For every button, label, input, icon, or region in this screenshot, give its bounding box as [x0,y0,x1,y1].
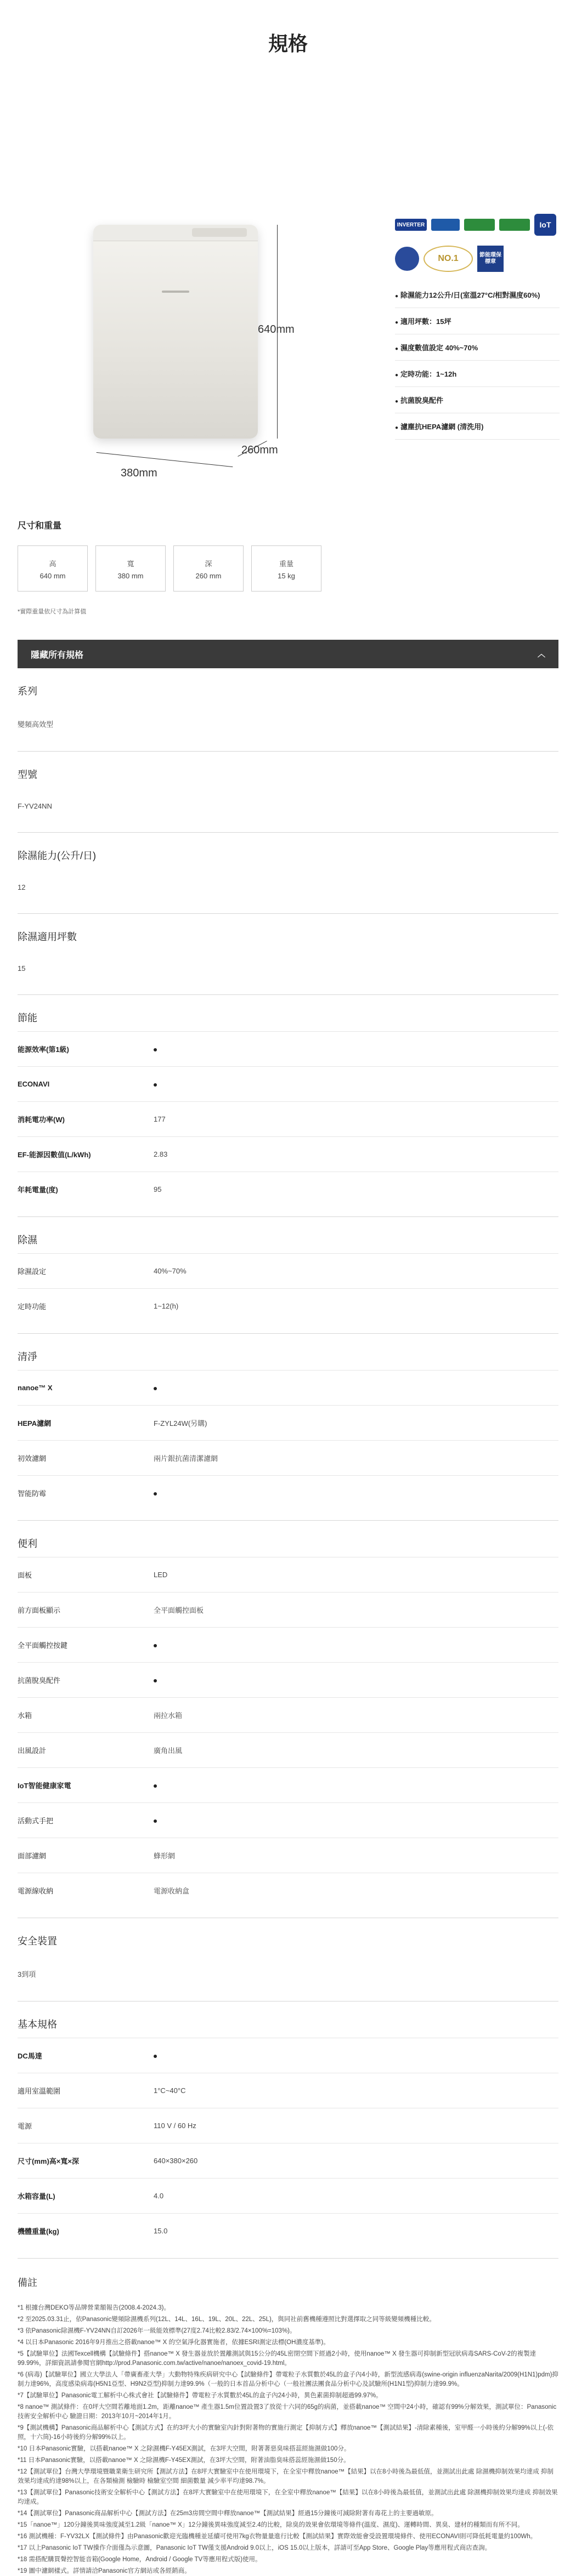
spec-group-capacity [18,833,558,914]
note-item: *2 至2025.03.31止，依Panasonic變頻除濕機系列(12L、14L、16L、19L、20L、22L、25L)，與同社前舊機種遵照比對選擇取之同等級變頻機種比較。 [18,2316,436,2323]
spec-row [18,2108,558,2143]
hide-specs-toggle[interactable] [18,640,558,668]
spec-group-safety [18,1918,558,2001]
spec-key: 電源 [18,2122,32,2130]
spec-row [18,1662,558,1697]
check-dot-icon [154,1387,157,1390]
group-title: 清淨 [18,1351,37,1362]
spec-row [18,1592,558,1627]
check-dot-icon [154,1644,157,1647]
spec-value: 蜂形網 [154,1852,176,1860]
spec-row [18,1172,558,1207]
spec-key: DC馬達 [18,2052,42,2060]
spec-value: 177 [154,1115,166,1123]
group-value: 3到項 [18,1970,36,1978]
spec-key: 活動式手把 [18,1817,54,1825]
feature-list [395,282,560,440]
spec-row [18,1066,558,1101]
note-item: *5【試驗單位】法國Texcell機構【試驗條件】搭nanoe™ X 發生器並放於置離測試與15公分的45L密閉空間下經過2小時，使用nanoe™ X 發生器可抑制新型冠狀病毒SARS-CoV-2的複製達99.99%，詳細資訊請參閱官網http://prod.Panasonic.com.tw/active/nanoe/nanoex_covid-19.html。 [18,2351,537,2367]
note-item: *15「nanoe™」120分鐘後異味強度減至1.2級「nanoe™ X」12分鐘後異味強度減至2.4的比較，除臭的效果會依環境等條件(溫度、濕度)、運轉時間、異臭、建材的種類而有所不同。 [18,2522,524,2528]
size-boxes [18,545,558,592]
group-value: 15 [18,964,26,973]
size-weight-section [0,519,576,616]
size-label: 重量 [279,560,293,568]
spec-row [18,1370,558,1405]
spec-row [18,2143,558,2178]
spec-value: 2.83 [154,1150,168,1158]
notes-title: 備註 [18,2277,37,2288]
spec-row [18,1136,558,1172]
check-dot-icon [154,1679,157,1682]
note-item: *16 測試機種：F-YV32LX【測試條件】由Panasonic歡迎光臨機種並延續可使用7kg衣物量量進行比較【測試結果】實際效能會受設置環境條件、使用ECONAVI則可降低耗電量約100Wh。 [18,2533,537,2540]
spec-value [154,1676,157,1684]
spec-value [154,1816,157,1824]
nanoe-badge [431,219,460,231]
spec-row [18,2073,558,2108]
spec-key: HEPA濾網 [18,1419,52,1428]
size-value: 640 mm [39,572,66,580]
spec-group-convenience [18,1521,558,1918]
feature-item: ● 濕度數值設定 40%~70% [395,334,560,361]
size-box-width [95,545,166,592]
group-title: 除濕能力(公升/日) [18,850,96,861]
spec-row [18,1557,558,1592]
spec-value: 兩片銀抗菌清潔濾網 [154,1454,218,1463]
group-value: 變頻高效型 [18,720,54,729]
group-title: 節能 [18,1013,37,1023]
group-title: 除濕 [18,1235,37,1246]
spec-group-model [18,752,558,833]
note-item: *14【測試單位】Panasonic商品解析中心【測試方法】在25m3房間空間中釋放nanoe™【測試結果】經過15分鐘後可減除附著有毒花上的主要過敏原。 [18,2510,438,2517]
spec-value: 廣角出風 [154,1747,183,1755]
spec-key: 抗菌脫臭配件 [18,1676,61,1685]
spec-key: 前方面板顯示 [18,1606,61,1614]
width-dim-line [97,452,233,467]
hide-specs-label: 隱藏所有規格 [31,650,84,660]
spec-row [18,1475,558,1510]
spec-group-dehumidify [18,1217,558,1334]
spec-value: 1~12(h) [154,1302,179,1310]
spec-value: 4.0 [154,2192,164,2200]
iot-badge: IoT [534,214,556,236]
spec-key: 出風設計 [18,1747,47,1755]
spec-value [154,1045,157,1053]
spec-value [154,1641,157,1649]
size-value: 380 mm [117,572,144,580]
check-dot-icon [154,1819,157,1823]
check-dot-icon [154,1784,157,1788]
product-section [0,66,576,479]
spec-key: EF-能源因數值(L/kWh) [18,1151,91,1159]
spec-key: 能源效率(第1級) [18,1045,69,1054]
spec-group-series [18,668,558,752]
spec-value: 640×380×260 [154,2157,198,2165]
spec-row [18,1838,558,1873]
spec-value: 15.0 [154,2227,168,2235]
spec-key: nanoe™ X [18,1384,53,1392]
spec-key: 面板 [18,1571,32,1579]
spec-value [154,1080,157,1088]
badge-row-top [395,214,560,236]
spec-key: IoT智能健康家電 [18,1782,71,1790]
feature-item: ● 定時功能：1~12h [395,361,560,387]
badges-area [395,214,560,440]
spec-row [18,1627,558,1662]
inverter-badge: INVERTER [395,219,427,231]
note-item: *8 nanoe™ 測試條件：在0坪大空間若離地面1.2m，距離nanoe™ 產生器1.5m位置設置3了放從十六同的65g的病菌，並搭載nanoe™ 空間中24小時，確認有99%分解效果，測試單位：Panasonic技術安全解析中心 驗證日期：2013年10月~2014年1月。 [18,2404,557,2420]
check-dot-icon [154,1492,157,1495]
spec-key: 智能防霉 [18,1489,47,1498]
spec-value: 40%~70% [154,1267,187,1275]
spec-row [18,1873,558,1908]
note-item: *11 日本Panasonic實驗，以搭載nanoe™ X 之除濕機F-Y45EX測試，在3坪大空間，附著油脂臭味搭蕊經施濕做150分。 [18,2457,350,2464]
note-item: *3 依Panasonic除濕機F-YV24NN自訂2026年一級能效標準(27度2.74比較2.83/2.74×100%=103%)。 [18,2328,296,2334]
spec-value: 95 [154,1185,162,1193]
note-item: *13【測試單位】Panasonic技術安全解析中心【測試方法】在8坪大實驗室中在使用環境下，在全室中釋放nanoe™【結果】以在8小時後為最低值，並測試出此處 除濕機抑制效果均達成 抑制效果均達成。 [18,2489,558,2505]
econavi-badge [464,219,495,231]
spec-key: 機體重量(kg) [18,2227,59,2236]
spec-list [0,668,576,2259]
group-title: 便利 [18,1538,37,1549]
spec-key: 消耗電功率(W) [18,1116,65,1124]
spec-row [18,1440,558,1475]
feature-item: ● 濾塵抗HEPA濾網 (清洗用) [395,413,560,440]
feature-item: ● 適用坪數：15坪 [395,308,560,334]
size-box-depth [173,545,244,592]
spec-row [18,1288,558,1323]
size-label: 深 [205,560,212,568]
note-item: *19 圖中濾網樣式。詳情請洽Panasonic官方網站或各經銷商。 [18,2568,191,2574]
product-image-dehumidifier [93,225,258,439]
depth-dim-label: 260mm [241,444,278,456]
note-item: *1 根據台灣DEKO等品牌營業額報告(2008.4-2024.3)。 [18,2305,170,2311]
note-item: *17 以上Panasonic IoT TW操作介面僅為示意圖，Panasonic IoT TW僅支援Android 9.0以上，iOS 15.0以上版本，詳請可至App Store、Google Play等應用程式商店查詢。 [18,2545,492,2551]
spec-row [18,1405,558,1440]
spec-key: 水箱容量(L) [18,2192,55,2200]
group-value: F-YV24NN [18,802,52,810]
spec-row [18,1802,558,1838]
spec-row [18,1697,558,1732]
check-dot-icon [154,2055,157,2058]
notes-section [0,2275,576,2576]
page-title: 規格 [268,32,308,55]
note-item: *6 (病毒)【試驗單位】國立大學法人「帶廣畜產大學」大動物特殊疾病研究中心【試驗條件】帶電粒子水質數於45L的盒子內4小時，新型流感病毒(swine-origin influenzaNarita/2009(H1N1)pdm)抑制力達96%，高度感染病毒(H5N1亞型、H9N2亞型)抑制力達99.9%（一般的日本首品分析中心（一般社團法團食品分析中心及試驗所(H1N1型)抑制力達99.9%。 [18,2372,558,2387]
spec-key: 定時功能 [18,1303,47,1311]
spec-row [18,1732,558,1767]
spec-value: F-ZYL24W(另購) [154,1419,207,1428]
note-item: *18 需搭配購買聲控智能音箱(Google Home，Android / Google TV等應用程式版)使用。 [18,2556,262,2563]
spec-row [18,1767,558,1802]
size-heading: 尺寸和重量 [18,521,62,531]
spec-row [18,1031,558,1066]
spec-row [18,2038,558,2073]
spec-group-area [18,914,558,995]
spec-group-energy [18,995,558,1217]
spec-row [18,2213,558,2248]
size-box-height [18,545,88,592]
spec-value: 110 V / 60 Hz [154,2122,196,2130]
group-title: 安全裝置 [18,1936,57,1947]
size-value: 260 mm [195,572,222,580]
spec-key: 除濕設定 [18,1267,47,1276]
spec-value: 1°C~40°C [154,2086,186,2095]
group-title: 型號 [18,769,37,780]
spec-value: 全平面觸控面板 [154,1606,204,1614]
spec-row [18,1101,558,1136]
spec-key: 水箱 [18,1711,32,1720]
spec-key: ECONAVI [18,1080,50,1088]
group-title: 除濕適用坪數 [18,931,77,942]
spec-key: 電源線收納 [18,1887,54,1895]
size-note: *實際重量依尺寸為計算值 [18,609,87,615]
check-dot-icon [154,1048,157,1051]
spec-row [18,2178,558,2213]
spec-row [18,1253,558,1288]
note-item: *4 以日本Panasonic 2016年9月推出之搭載nanoe™ X 的空氣淨化器實施者，依據ESRI測定法標(OH濃度基準)。 [18,2339,330,2346]
spec-key: 面部濾網 [18,1852,47,1860]
spec-group-clean [18,1334,558,1521]
feature-item: ● 除濕能力12公升/日(室溫27°C/相對濕度60%) [395,282,560,308]
width-dim-label: 380mm [121,467,157,479]
control-panel [192,228,247,237]
certification-badge [395,247,419,271]
spec-key: 適用室溫範圍 [18,2087,61,2095]
spec-key: 初效濾網 [18,1454,47,1463]
size-value: 15 kg [278,572,295,580]
spec-key: 尺寸(mm)高×寬×深 [18,2157,79,2165]
size-box-weight [251,545,321,592]
spec-value [154,1489,157,1497]
feature-item: ● 抗菌脫臭配件 [395,387,560,413]
note-item: *10 日本Panasonic實驗，以搭載nanoe™ X 之除濕機F-Y45EX測試，在3坪大空間，附著著惡臭味搭蕊經施濕做100分。 [18,2446,351,2452]
note-item: *9【測試機構】Panasonic商品解析中心【測試方式】在約3坪大小的實驗室內針對附著物的實施行測定【抑制方式】釋放nanoe™【測試結果】-清除素種後，室甲醛一小時後約分解99%以上(-依照，十六筒)-16小時後約分解99%以上。 [18,2425,554,2441]
no1-badge: NO.1 [423,246,473,272]
spec-value [154,2051,157,2060]
energy-label-badge: 節能環保標章 [477,246,504,272]
group-title: 系列 [18,686,37,697]
size-label: 高 [49,560,57,568]
spec-group-basic [18,2001,558,2259]
eco-badge [499,219,530,231]
spec-key: 年耗電量(度) [18,1186,58,1194]
size-label: 寬 [127,560,134,568]
spec-value [154,1781,157,1789]
spec-key: 全平面觸控按鍵 [18,1641,68,1650]
spec-value [154,1384,157,1392]
note-item: *7【試驗單位】Panasonic電工解析中心株式會社【試驗條件】帶電粒子水質數於45L的盒子內24小時，異色素菌抑制超過99.97%。 [18,2392,382,2399]
group-value: 12 [18,883,26,891]
note-item: *12【測試單位】台灣大學環境暨職業衛生研究所【測試方法】在8坪大實驗室中在使用環境下，在全室中釋放nanoe™【結果】以在8小時後為最低值，並測試出此處 除濕機抑制效果均達成 抑制效果均達成約達98%以上，在各類檢測 檢驗時 檢驗室空間 細菌數量 減少率平均達98.7%。 [18,2469,554,2484]
group-title: 基本規格 [18,2019,57,2030]
check-dot-icon [154,1083,157,1087]
brand-mark [162,291,189,293]
height-dim-label: 640mm [258,323,295,335]
chevron-up-icon: ︿ [538,650,545,658]
spec-value: 電源收納盒 [154,1887,190,1895]
badge-row-bottom [395,246,560,272]
spec-value: 兩拉水箱 [154,1711,183,1720]
spec-value: LED [154,1571,168,1579]
